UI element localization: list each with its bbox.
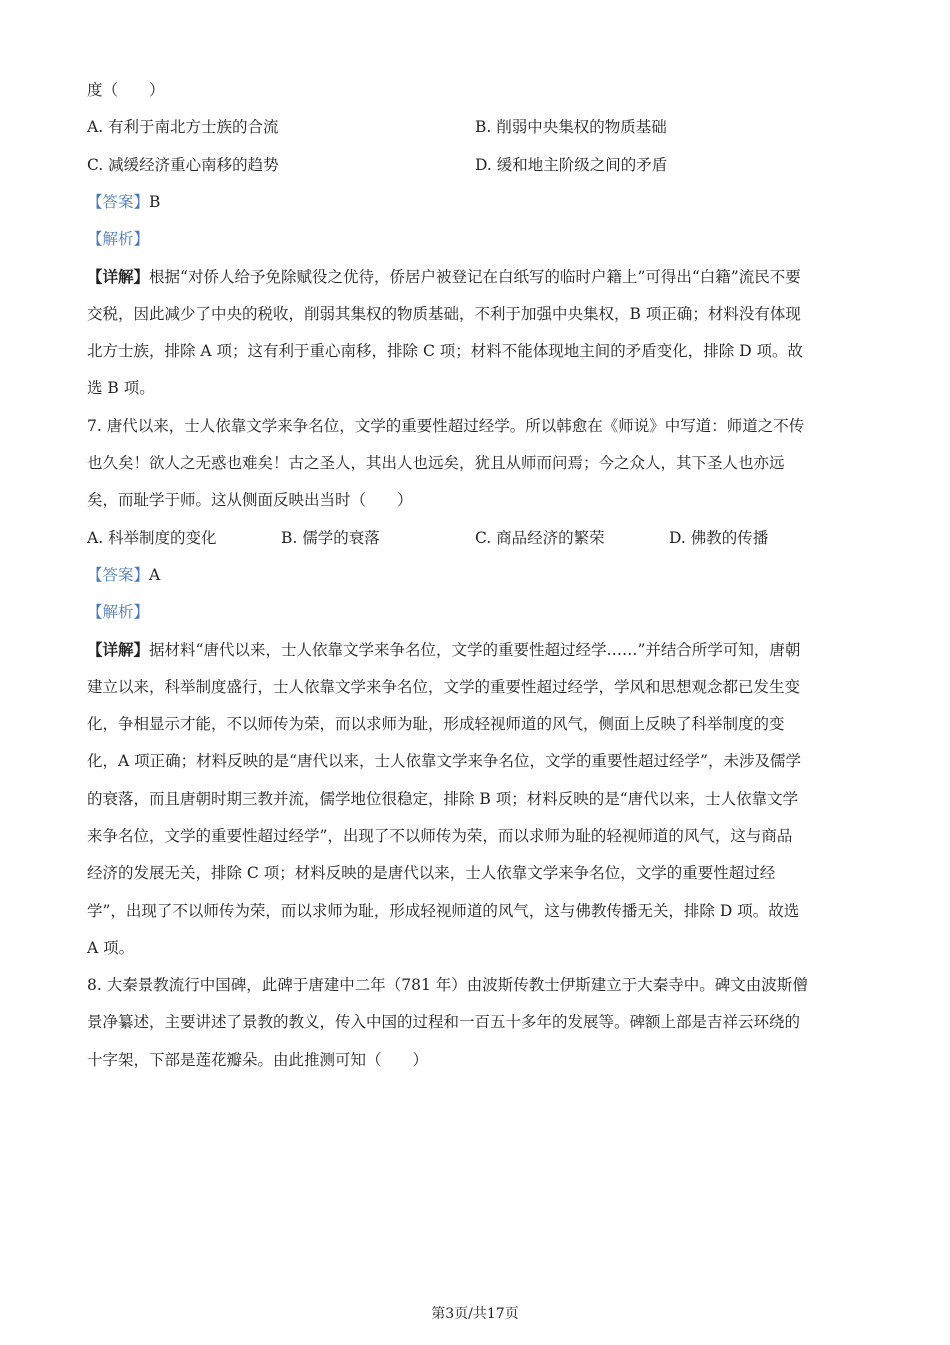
q7-detail-line-4: 化，A 项正确；材料反映的是“唐代以来，士人依靠文学来争名位，文学的重要性超过经学”，未涉及儒学 [87,752,801,771]
q6-detail-line-4: 选 B 项。 [87,379,155,398]
q7-option-d: D. 佛教的传播 [669,528,769,547]
q7-option-b: B. 儒学的衰落 [281,528,380,547]
q6-analysis-label: 【解析】 [87,230,150,249]
detail-label: 【详解】 [87,640,150,660]
q7-detail-line-6: 来争名位，文学的重要性超过经学”，出现了不以师传为荣，而以求师为耻的轻视师道的风气，这与商品 [87,826,793,845]
q8-stem-line-1: 8. 大秦景教流行中国碑，此碑于唐建中二年（781 年）由波斯传教士伊斯建立于大秦寺中。碑文由波斯僧 [87,976,808,995]
q6-stem-tail: 度（ ） [87,81,165,99]
answer-label: 【答案】 [87,565,150,584]
q7-options-row [87,520,863,557]
q7-analysis-label: 【解析】 [87,603,150,622]
q6-options-row-2 [87,147,863,184]
q6-detail-line-1 [87,258,863,295]
q7-detail-line-8: 学”，出现了不以师传为荣，而以求师为耻，形成轻视师道的风气，这与佛教传播无关，排除 D 项。故选 [87,901,800,920]
q7-stem-line-3: 矣，而耻学于师。这从侧面反映出当时（ ） [87,491,413,510]
q6-option-c: C. 减缓经济重心南移的趋势 [87,155,279,174]
detail-text: 据材料“唐代以来，士人依靠文学来争名位，文学的重要性超过经学……”并结合所学可知，唐朝 [149,641,801,660]
q6-option-a: A. 有利于南北方士族的合流 [87,118,279,137]
q6-option-b: B. 削弱中央集权的物质基础 [475,118,667,137]
q8-stem-line-3: 十字架，下部是莲花瓣朵。由此推测可知（ ） [87,1050,429,1069]
answer-value: B [149,192,161,211]
q7-detail-line-5: 的衰落，而且唐朝时期三教并流，儒学地位很稳定，排除 B 项；材料反映的是“唐代以来，士人依靠文学 [87,789,799,808]
q6-detail-line-2: 交税，因此减少了中央的税收，削弱其集权的物质基础，不利于加强中央集权，B 项正确；材料没有体现 [87,304,801,323]
detail-text: 根据“对侨人给予免除赋役之优待，侨居户被登记在白纸写的临时户籍上”可得出“白籍”流民不要 [149,268,801,287]
answer-value: A [149,565,161,584]
q7-detail-line-3: 化，争相显示才能，不以师传为荣，而以求师为耻，形成轻视师道的风气，侧面上反映了科举制度的变 [87,715,785,734]
q6-options-row-1 [87,109,863,146]
q6-detail-line-3: 北方士族，排除 A 项；这有利于重心南移，排除 C 项；材料不能体现地主间的矛盾变化，排除 D 项。故 [87,342,804,361]
page-number: 第3页/共17页 [431,1306,519,1322]
q7-answer [87,557,863,594]
document-page [87,72,863,1079]
q7-detail-line-7: 经济的发展无关，排除 C 项；材料反映的是唐代以来，士人依靠文学来争名位，文学的重要性超过经 [87,864,776,883]
q7-stem-line-1: 7. 唐代以来，士人依靠文学来争名位，文学的重要性超过经学。所以韩愈在《师说》中写道：师道之不传 [87,416,805,435]
q6-answer [87,184,863,221]
q8-stem-line-2: 景净纂述，主要讲述了景教的教义，传入中国的过程和一百五十多年的发展等。碑额上部是吉祥云环绕的 [87,1013,801,1032]
detail-label: 【详解】 [87,267,150,287]
answer-label: 【答案】 [87,192,150,211]
q7-detail-line-1 [87,631,863,668]
q7-option-a: A. 科举制度的变化 [87,528,217,547]
q7-detail-line-9: A 项。 [87,938,135,957]
q6-option-d: D. 缓和地主阶级之间的矛盾 [475,155,668,174]
q7-stem-line-2: 也久矣！欲人之无惑也难矣！古之圣人，其出人也远矣，犹且从师而问焉；今之众人，其下圣人也亦远 [87,453,785,472]
q7-detail-line-2: 建立以来，科举制度盛行，士人依靠文学来争名位，文学的重要性超过经学，学风和思想观念都已发生变 [87,677,801,696]
q7-option-c: C. 商品经济的繁荣 [475,528,605,547]
